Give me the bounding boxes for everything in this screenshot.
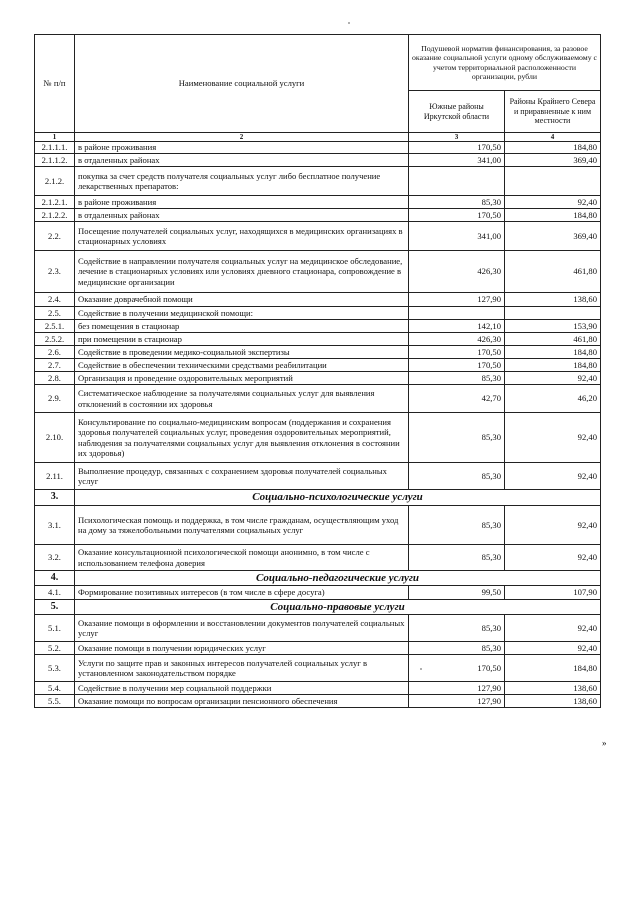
norm-north-value: 92,40	[505, 463, 601, 490]
table-row	[35, 615, 601, 642]
table-row	[35, 251, 601, 293]
table-row	[35, 293, 601, 307]
norm-south-value: 127,90	[409, 695, 505, 708]
column-index-row	[35, 133, 601, 142]
norm-south-value: 426,30	[409, 251, 505, 293]
norm-south-value: 341,00	[409, 154, 505, 167]
norm-north-value: 461,80	[505, 251, 601, 293]
norm-south-value: 85,30	[409, 463, 505, 490]
service-name: Посещение получателей социальных услуг, находящихся в медицинских организациях в стационарных условиях	[75, 222, 409, 251]
service-name: Формирование позитивных интересов (в том числе в сфере досуга)	[75, 586, 409, 600]
row-number: 3.1.	[35, 506, 75, 545]
norm-south-value: 142,10	[409, 320, 505, 333]
row-number: 2.1.1.1.	[35, 142, 75, 154]
norm-north-value: 92,40	[505, 642, 601, 655]
row-number: 2.7.	[35, 359, 75, 372]
norm-south-value: 170,50	[409, 346, 505, 359]
header-service-name: Наименование социальной услуги	[75, 35, 409, 133]
table-row	[35, 154, 601, 167]
service-name: Оказание консультационной психологической помощи анонимно, в том числе с использованием телефона доверия	[75, 545, 409, 571]
service-name: Оказание помощи по вопросам организации пенсионного обеспечения	[75, 695, 409, 708]
norm-south-value: 42,70	[409, 385, 505, 413]
column-index: 1	[35, 133, 75, 142]
norm-north-value: 92,40	[505, 372, 601, 385]
norm-south-value: 127,90	[409, 682, 505, 695]
service-name: Оказание доврачебной помощи	[75, 293, 409, 307]
norm-south-value: 426,30	[409, 333, 505, 346]
table-row	[35, 655, 601, 682]
norm-north-value: 184,80	[505, 359, 601, 372]
row-number: 5.5.	[35, 695, 75, 708]
row-number: 2.5.	[35, 307, 75, 320]
norm-north-value: 369,40	[505, 222, 601, 251]
table-row	[35, 682, 601, 695]
norm-north-value: 92,40	[505, 545, 601, 571]
service-name: Содействие в направлении получателя социальных услуг на медицинское обследование, лечение в стационарных условиях или условиях дневного стационара, сопровождение в медицинские организации	[75, 251, 409, 293]
section-title: Социально-педагогические услуги	[75, 571, 601, 586]
header-norm: Подушевой норматив финансирования, за разовое оказание социальной услуги одному обслуживаемому с учетом территориальной расположенности организации, рубли	[409, 35, 601, 91]
norm-south-value: 85,30	[409, 196, 505, 209]
section-header-row	[35, 571, 601, 586]
norm-north-value: 184,80	[505, 209, 601, 222]
norm-north-value: 369,40	[505, 154, 601, 167]
table-row	[35, 506, 601, 545]
row-number: 5.3.	[35, 655, 75, 682]
service-name: Систематическое наблюдение за получателями социальных услуг для выявления отклонений в состоянии их здоровья	[75, 385, 409, 413]
row-number: 2.9.	[35, 385, 75, 413]
table-row	[35, 642, 601, 655]
row-number: 2.10.	[35, 413, 75, 463]
table-row	[35, 346, 601, 359]
row-number: 2.6.	[35, 346, 75, 359]
norm-north-value: 92,40	[505, 413, 601, 463]
table-row	[35, 586, 601, 600]
norm-south-value: 170,50	[409, 359, 505, 372]
table-row	[35, 222, 601, 251]
service-name: в отдаленных районах	[75, 154, 409, 167]
table-row	[35, 463, 601, 490]
service-name: в отдаленных районах	[75, 209, 409, 222]
section-number: 3.	[35, 490, 75, 506]
row-number: 2.1.2.1.	[35, 196, 75, 209]
service-name: в районе проживания	[75, 196, 409, 209]
service-name: Консультирование по социально-медицинским вопросам (поддержания и сохранения здоровья получателей социальных услуг, проведения оздоровительных мероприятий, наблюдения за получателями социальных услуг для выявления отклонения в состоянии их здоровья)	[75, 413, 409, 463]
row-number: 2.3.	[35, 251, 75, 293]
column-index: 3	[409, 133, 505, 142]
row-number: 2.1.2.	[35, 167, 75, 196]
section-number: 5.	[35, 600, 75, 615]
service-name: при помещении в стационар	[75, 333, 409, 346]
table-row	[35, 695, 601, 708]
norm-north-value: 92,40	[505, 506, 601, 545]
norm-south-value: 85,30	[409, 372, 505, 385]
services-norms-table	[34, 34, 601, 708]
row-number: 2.1.1.2.	[35, 154, 75, 167]
norm-north-value: 92,40	[505, 196, 601, 209]
norm-south-value: 341,00	[409, 222, 505, 251]
section-header-row	[35, 600, 601, 615]
table-row	[35, 359, 601, 372]
norm-north-value: 138,60	[505, 695, 601, 708]
norm-north-value: 184,80	[505, 346, 601, 359]
column-index: 2	[75, 133, 409, 142]
norm-south-value	[409, 307, 505, 320]
norm-south-value: 99,50	[409, 586, 505, 600]
table-row	[35, 142, 601, 154]
norm-south-value: 85,30	[409, 413, 505, 463]
header-row	[35, 35, 601, 91]
norm-south-value: 170,50	[409, 142, 505, 154]
table-row	[35, 372, 601, 385]
section-header-row	[35, 490, 601, 506]
norm-north-value: 184,80	[505, 142, 601, 154]
row-number: 2.1.2.2.	[35, 209, 75, 222]
service-name: Услуги по защите прав и законных интересов получателей социальных услуг в установленном законодательством порядке	[75, 655, 409, 682]
section-title: Социально-психологические услуги	[75, 490, 601, 506]
norm-north-value	[505, 167, 601, 196]
row-number: 5.1.	[35, 615, 75, 642]
service-name: Содействие в проведении медико-социальной экспертизы	[75, 346, 409, 359]
table-row	[35, 307, 601, 320]
norm-south-value: 85,30	[409, 545, 505, 571]
header-north: Районы Крайнего Севера и приравненные к ним местности	[505, 91, 601, 133]
closing-quote: »	[602, 738, 607, 748]
scan-speck	[348, 22, 350, 24]
norm-north-value: 138,60	[505, 682, 601, 695]
row-number: 2.5.1.	[35, 320, 75, 333]
service-name: Психологическая помощь и поддержка, в том числе гражданам, осуществляющим уход на дому за тяжелобольными получателями социальных услуг	[75, 506, 409, 545]
table-row	[35, 385, 601, 413]
service-name: Содействие в получении мер социальной поддержки	[75, 682, 409, 695]
table-row	[35, 413, 601, 463]
header-south: Южные районы Иркутской области	[409, 91, 505, 133]
table-row	[35, 196, 601, 209]
service-name: без помещения в стационар	[75, 320, 409, 333]
norm-south-value: 127,90	[409, 293, 505, 307]
header-num: № п/п	[35, 35, 75, 133]
service-name: Содействие в обеспечении техническими средствами реабилитации	[75, 359, 409, 372]
row-number: 2.8.	[35, 372, 75, 385]
table-row	[35, 333, 601, 346]
norm-south-value: 85,30	[409, 642, 505, 655]
table-row	[35, 167, 601, 196]
norm-north-value: 461,80	[505, 333, 601, 346]
norm-south-value: 85,30	[409, 506, 505, 545]
norm-south-value: 85,30	[409, 615, 505, 642]
row-number: 5.4.	[35, 682, 75, 695]
column-index: 4	[505, 133, 601, 142]
norm-north-value: 92,40	[505, 615, 601, 642]
norm-north-value: 46,20	[505, 385, 601, 413]
service-name: в районе проживания	[75, 142, 409, 154]
table-row	[35, 545, 601, 571]
row-number: 2.4.	[35, 293, 75, 307]
norm-south-value: 170,50	[409, 209, 505, 222]
norm-north-value: 107,90	[505, 586, 601, 600]
row-number: 2.11.	[35, 463, 75, 490]
row-number: 2.5.2.	[35, 333, 75, 346]
row-number: 4.1.	[35, 586, 75, 600]
section-number: 4.	[35, 571, 75, 586]
norm-north-value	[505, 307, 601, 320]
norm-north-value: 184,80	[505, 655, 601, 682]
norm-north-value: 138,60	[505, 293, 601, 307]
service-name: Организация и проведение оздоровительных мероприятий	[75, 372, 409, 385]
row-number: 5.2.	[35, 642, 75, 655]
row-number: 3.2.	[35, 545, 75, 571]
section-title: Социально-правовые услуги	[75, 600, 601, 615]
table-row	[35, 209, 601, 222]
service-name: Содействие в получении медицинской помощи:	[75, 307, 409, 320]
table-row	[35, 320, 601, 333]
service-name: покупка за счет средств получателя социальных услуг либо бесплатное получение лекарственных препаратов:	[75, 167, 409, 196]
service-name: Оказание помощи в получении юридических услуг	[75, 642, 409, 655]
row-number: 2.2.	[35, 222, 75, 251]
norm-south-value: 170,50	[409, 655, 505, 682]
norm-south-value	[409, 167, 505, 196]
norm-north-value: 153,90	[505, 320, 601, 333]
service-name: Выполнение процедур, связанных с сохранением здоровья получателей социальных услуг	[75, 463, 409, 490]
service-name: Оказание помощи в оформлении и восстановлении документов получателей социальных услуг	[75, 615, 409, 642]
